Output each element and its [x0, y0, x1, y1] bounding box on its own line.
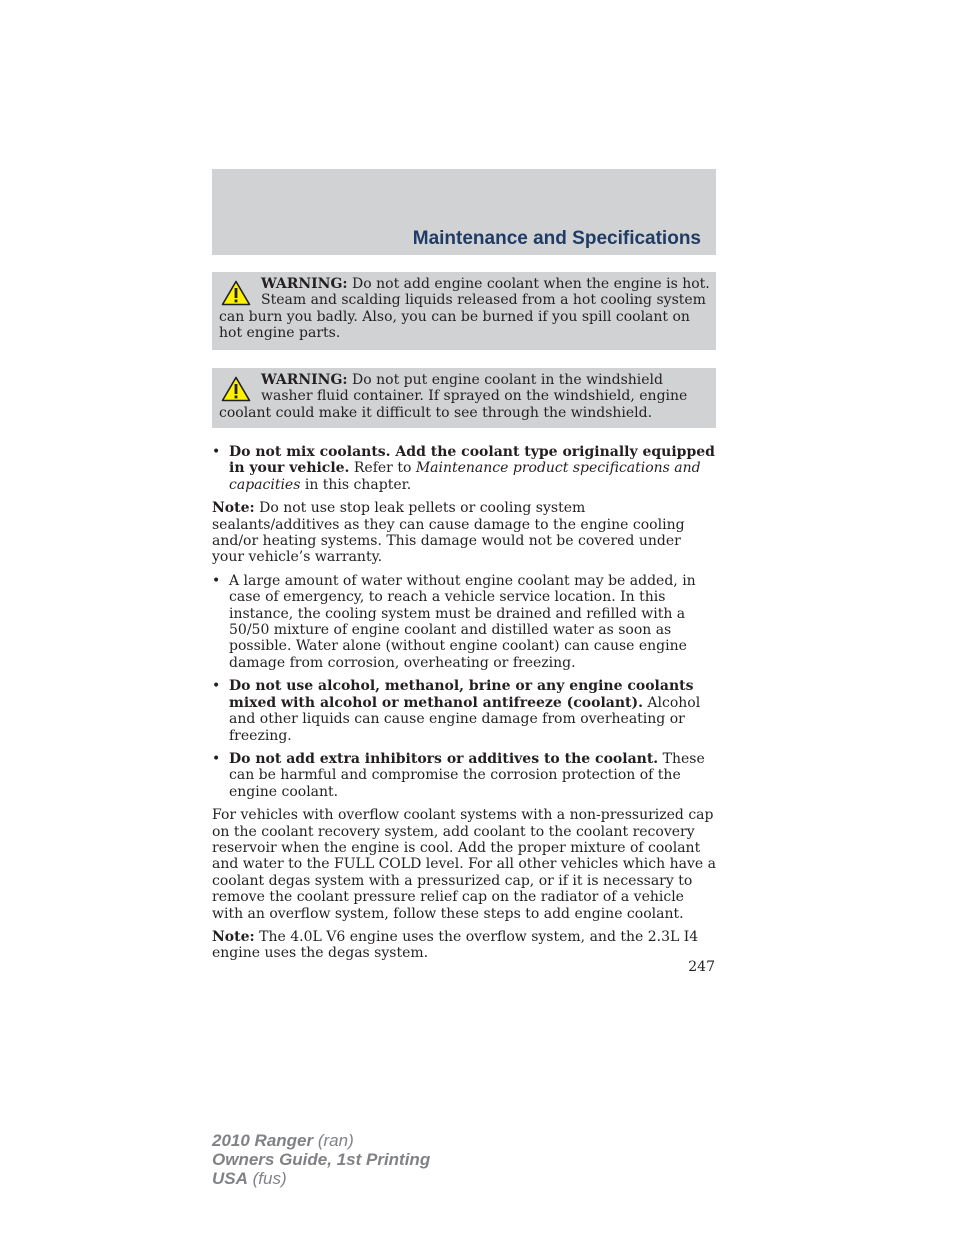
list-item — [212, 751, 716, 800]
bullet-glyph: • — [212, 444, 221, 460]
footer-model-code: (ran) — [313, 1131, 354, 1150]
warning-box-washer-fluid — [212, 368, 716, 428]
list-item — [212, 573, 716, 671]
footer-line-market — [212, 1169, 430, 1188]
list-item — [212, 678, 716, 744]
footer-market: USA — [212, 1169, 248, 1188]
bullet-text: Alcohol and other liquids can cause engine damage from overheating or freezing. — [229, 694, 701, 744]
chapter-reference: Maintenance product specifications and capacities — [229, 460, 701, 493]
warning-label: WARNING: — [261, 276, 348, 292]
footer-market-code: (fus) — [247, 1169, 287, 1188]
bullet-glyph: • — [212, 750, 221, 767]
footer-imprint — [212, 1131, 430, 1188]
bullet-glyph: • — [212, 572, 221, 589]
warning-label: WARNING: — [261, 372, 348, 388]
note-paragraph — [212, 929, 716, 962]
note-label: Note: — [212, 928, 255, 945]
warning-triangle-icon — [221, 376, 251, 402]
bullet-text: These can be harmful and compromise the corrosion protection of the engine coolant. — [229, 750, 705, 800]
note-label: Note: — [212, 500, 255, 517]
bullet-bold-text: Do not mix coolants. Add the coolant type originally equipped in your vehicle. — [229, 444, 715, 477]
section-header — [212, 169, 716, 255]
note-paragraph — [212, 500, 716, 566]
warning-text: Do not add engine coolant when the engine is hot. Steam and scalding liquids released from a hot cooling system can burn you badly. Also, you can be burned if you spill coolant on hot engine parts. — [219, 276, 710, 342]
bullet-bold-text: Do not use alcohol, methanol, brine or any engine coolants mixed with alcohol or methanol antifreeze (coolant). — [229, 678, 694, 711]
main-content — [212, 444, 716, 969]
bullet-text: in this chapter. — [300, 476, 412, 493]
body-paragraph: For vehicles with overflow coolant systems with a non-pressurized cap on the coolant recovery system, add coolant to the coolant recovery reservoir when the engine is cool. Add the proper mixture of coolant and water to the FULL COLD level. For all other vehicles which have a coolant degas system with a pressurized cap, or if it is necessary to remove the coolant pressure relief cap on the radiator of a vehicle with an overflow system, follow these steps to add engine coolant. — [212, 807, 716, 922]
footer-line-model — [212, 1131, 430, 1150]
bullet-bold-text: Do not add extra inhibitors or additives to the coolant. — [229, 750, 659, 767]
warning-box-hot-engine — [212, 272, 716, 350]
warning-triangle-icon — [221, 280, 251, 306]
warning-text: Do not put engine coolant in the windshield washer fluid container. If sprayed on the windshield, engine coolant could make it difficult to see through the windshield. — [219, 372, 688, 421]
footer-model: 2010 Ranger — [212, 1131, 314, 1150]
note-text: The 4.0L V6 engine uses the overflow system, and the 2.3L I4 engine uses the degas system. — [212, 928, 699, 962]
bullet-glyph: • — [212, 678, 221, 695]
bullet-text: Refer to — [349, 460, 416, 477]
list-item — [212, 444, 716, 493]
bullet-text: A large amount of water without engine coolant may be added, in case of emergency, to reach a vehicle service location. In this instance, the cooling system must be drained and refilled with a 50/50 mixture of engine coolant and distilled water as soon as possible. Water alone (without engine coolant) can cause engine damage from corrosion, overheating or freezing. — [229, 572, 696, 671]
footer-line-printing: Owners Guide, 1st Printing — [212, 1150, 431, 1169]
page-number: 247 — [688, 959, 715, 975]
note-text: Do not use stop leak pellets or cooling system sealants/additives as they can cause damage to the engine cooling and/or heating systems. This damage would not be covered under your vehicle’s warranty. — [212, 500, 685, 566]
section-title: Maintenance and Specifications — [412, 228, 701, 249]
